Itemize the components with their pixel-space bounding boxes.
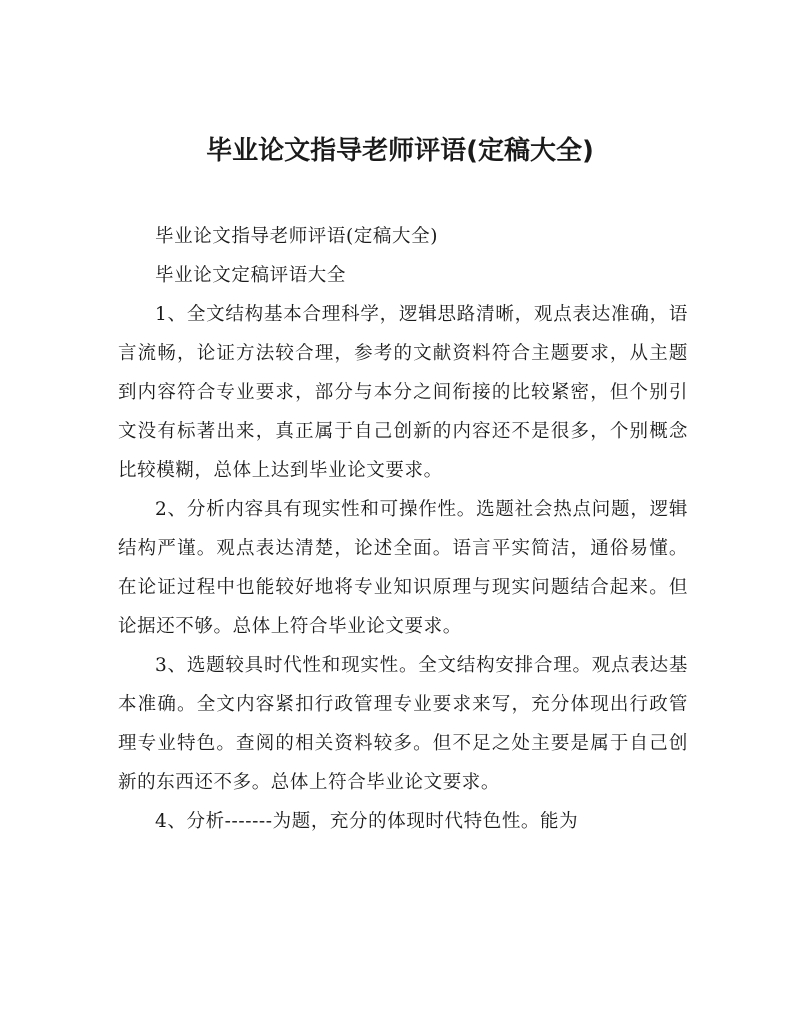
paragraph-comment-4: 4、分析-------为题，充分的体现时代特色性。能为	[155, 811, 579, 832]
paragraph-comment-1: 1、全文结构基本合理科学，逻辑思路清晰，观点表达准确，语言流畅，论证方法较合理，参考的文献资料符合主题要求，从主题到内容符合专业要求，部分与本分之间衔接的比较紧密，但个别引文没有标著出来，真正属于自己创新的内容还不是很多，个别概念比较模糊，总体上达到毕业论文要求。	[118, 304, 688, 481]
paragraph-heading: 毕业论文定稿评语大全	[155, 265, 347, 286]
document-body	[118, 217, 688, 841]
document-title: 毕业论文指导老师评语(定稿大全)	[206, 136, 594, 166]
paragraph-comment-2: 2、分析内容具有现实性和可操作性。选题社会热点问题，逻辑结构严谨。观点表达清楚，论述全面。语言平实简洁，通俗易懂。在论证过程中也能较好地将专业知识原理与现实问题结合起来。但论据还不够。总体上符合毕业论文要求。	[118, 499, 688, 637]
paragraph-subtitle: 毕业论文指导老师评语(定稿大全)	[155, 226, 439, 247]
paragraph-comment-3: 3、选题较具时代性和现实性。全文结构安排合理。观点表达基本准确。全文内容紧扣行政管理专业要求来写，充分体现出行政管理专业特色。查阅的相关资料较多。但不足之处主要是属于自己创新的东西还不多。总体上符合毕业论文要求。	[118, 655, 688, 793]
